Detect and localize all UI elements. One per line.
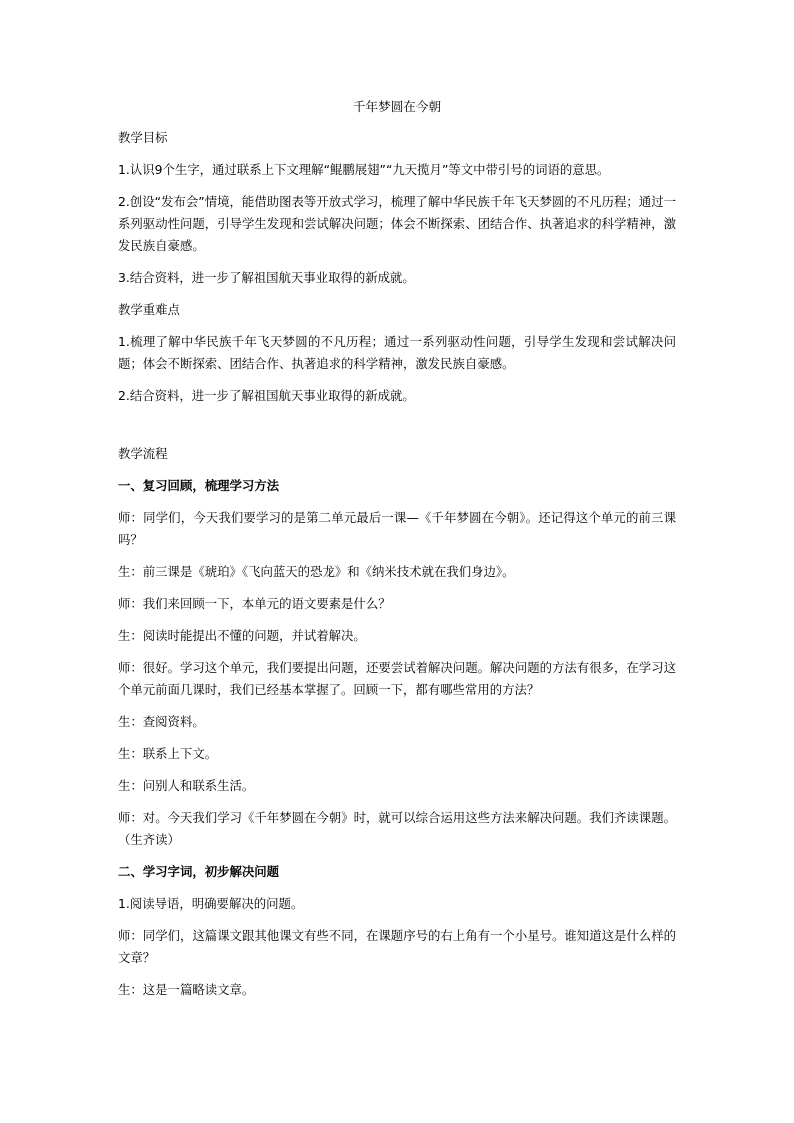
dialogue-line: 生：前三课是《琥珀》《飞向蓝天的恐龙》和《纳米技术就在我们身边》。 [118,564,515,579]
dialogue-line: 生：问别人和联系生活。 [118,778,255,793]
key-point-1: 1.梳理了解中华民族千年飞天梦圆的不凡历程；通过一系列驱动性问题，引导学生发现和尝试解决问题；体会不断探索、团结合作、执著追求的科学精神，激发民族自豪感。 [118,334,676,371]
objective-1: 1.认识9个生字，通过联系上下文理解“鲲鹏展翅”“九天揽月”等文中带引号的词语的意思。 [118,162,610,177]
dialogue-line: 师：很好。学习这个单元，我们要提出问题，还要尝试着解决问题。解决问题的方法有很多，在学习这个单元前面几课时，我们已经基本掌握了。回顾一下，都有哪些常用的方法？ [118,660,676,697]
key-point-2: 2.结合资料，进一步了解祖国航天事业取得的新成就。 [118,388,415,403]
section2-heading: 二、学习字词，初步解决问题 [118,864,280,879]
objective-2: 2.创设“发布会”情境，能借助图表等开放式学习，梳理了解中华民族千年飞天梦圆的不凡历程；通过一系列驱动性问题，引导学生发现和尝试解决问题；体会不断探索、团结合作、执著追求的科学精神，激发民族自豪感。 [118,194,676,253]
key-points-heading: 教学重难点 [118,302,180,317]
dialogue-line: 师：同学们，这篇课文跟其他课文有些不同，在课题序号的右上角有一个小星号。谁知道这是什么样的文章？ [118,928,676,965]
objective-3: 3.结合资料，进一步了解祖国航天事业取得的新成就。 [118,270,415,285]
spacer [118,417,676,443]
dialogue-line: 师：对。今天我们学习《千年梦圆在今朝》时，就可以综合运用这些方法来解决问题。我们齐读课题。（生齐读） [118,810,676,847]
objectives-heading: 教学目标 [118,130,168,145]
dialogue-line: 师：同学们，今天我们要学习的是第二单元最后一课—《千年梦圆在今朝》。还记得这个单元的前三课吗？ [118,510,676,547]
document-title: 千年梦圆在今朝 [352,99,442,114]
dialogue-line: 师：我们来回顾一下，本单元的语文要素是什么？ [118,596,391,611]
dialogue-line: 生：查阅资料。 [118,714,205,729]
process-heading: 教学流程 [118,446,168,461]
section1-heading: 一、复习回顾，梳理学习方法 [118,478,280,493]
dialogue-line: 生：联系上下文。 [118,746,218,761]
dialogue-line: 生：这是一篇略读文章。 [118,982,255,997]
dialogue-line: 1.阅读导语，明确要解决的问题。 [118,896,304,911]
dialogue-line: 生：阅读时能提出不懂的问题，并试着解决。 [118,628,366,643]
